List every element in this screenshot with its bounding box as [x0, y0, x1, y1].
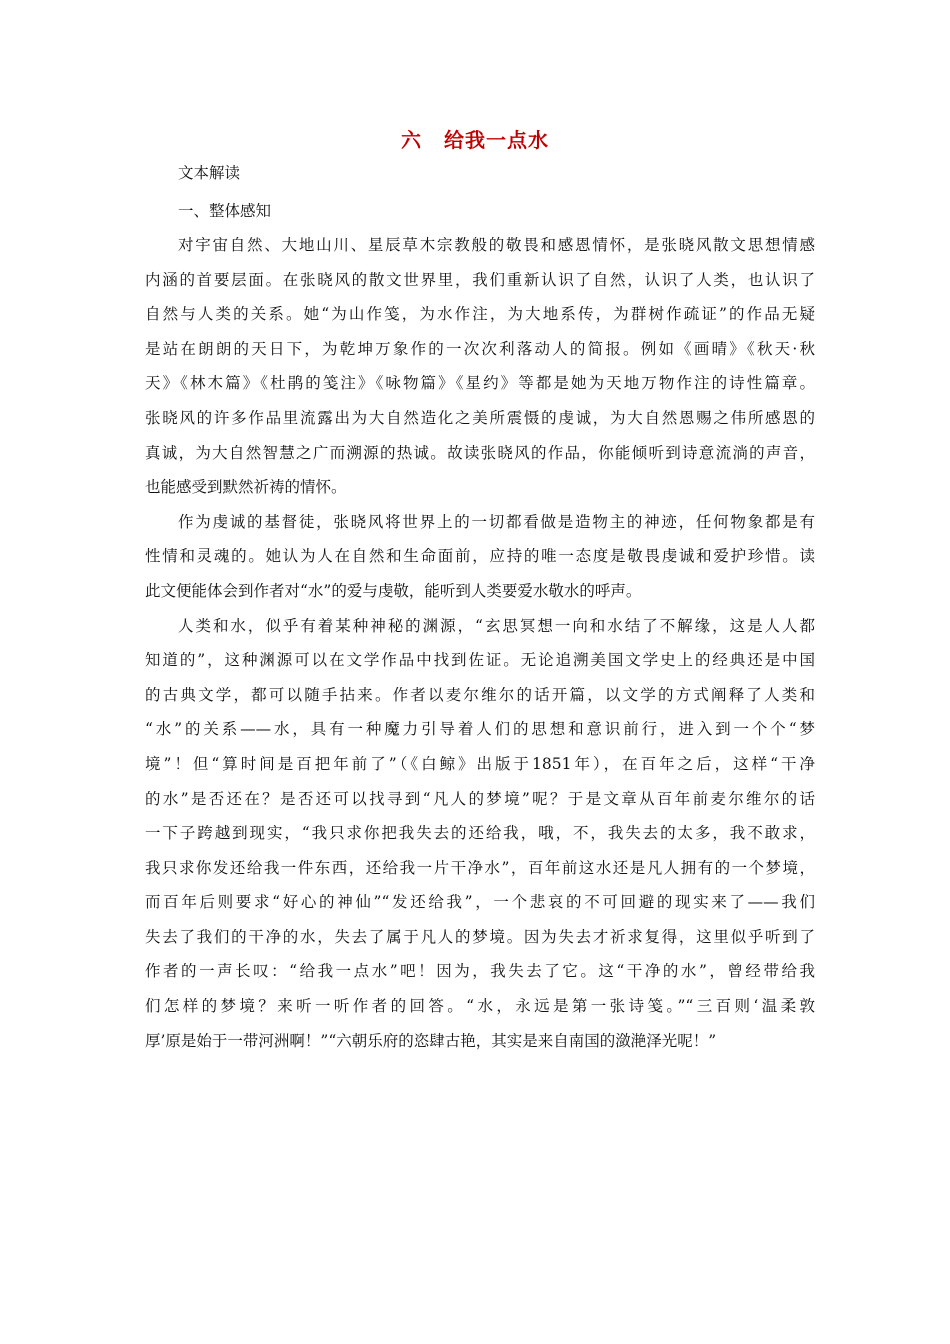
paragraph-line: 知道的”，这种渊源可以在文学作品中找到佐证。无论追溯美国文学史上的经典还是中国: [145, 651, 815, 670]
paragraph-line: 也能感受到默然祈祷的情怀。: [145, 478, 347, 497]
paragraph-line: 天》《林木篇》《杜鹃的笺注》《咏物篇》《星约》等都是她为天地万物作注的诗性篇章。: [145, 374, 815, 393]
paragraph-line: 的古典文学，都可以随手拈来。作者以麦尔维尔的话开篇，以文学的方式阐释了人类和: [145, 685, 815, 704]
paragraph: [145, 609, 815, 1059]
paragraph-line: 人类和水，似乎有着某种神秘的渊源，“玄思冥想一向和水结了不解缘，这是人人都: [178, 616, 815, 635]
title-text: 给我一点水: [444, 128, 549, 152]
paragraph-line: 厚’原是始于一带河洲啊！”“六朝乐府的恣肆古艳，其实是来自南国的潋滟泽光呢！”: [145, 1031, 717, 1050]
paragraph-line: 们怎样的梦境？来听一听作者的回答。“水，永远是第一张诗笺。”“三百则‘温柔敦: [145, 997, 815, 1016]
paragraph: [145, 228, 815, 505]
paragraph-line: 作为虔诚的基督徒，张晓风将世界上的一切都看做是造物主的神迹，任何物象都是有: [178, 512, 815, 531]
body-text: [145, 228, 815, 1058]
paragraph-line: 而百年后则要求“好心的神仙”“发还给我”，一个悲哀的不可回避的现实来了——我们: [145, 893, 815, 912]
paragraph-line: 是站在朗朗的天日下，为乾坤万象作的一次次利落动人的简报。例如《画晴》《秋天·秋: [145, 339, 815, 358]
paragraph-line: 的水”是否还在？是否还可以找寻到“凡人的梦境”呢？于是文章从百年前麦尔维尔的话: [145, 789, 815, 808]
paragraph-line: 此文便能体会到作者对“水”的爱与虔敬，能听到人类要爱水敬水的呼声。: [145, 581, 642, 600]
paragraph-line: 作者的一声长叹：“给我一点水”吧！因为，我失去了它。这“干净的水”，曾经带给我: [145, 962, 815, 981]
paragraph: [145, 505, 815, 609]
paragraph-line: 失去了我们的干净的水，失去了属于凡人的梦境。因为失去才祈求复得，这里似乎听到了: [145, 927, 815, 946]
paragraph-line: 自然与人类的关系。她“为山作笺，为水作注，为大地系传，为群树作疏证”的作品无疑: [145, 305, 815, 324]
paragraph-line: 境”！但“算时间是百把年前了”（《白鲸》出版于1851年），在百年之后，这样“干净: [145, 754, 815, 773]
subsection-heading: 一、整体感知: [178, 202, 272, 220]
paragraph-line: 性情和灵魂的。她认为人在自然和生命面前，应持的唯一态度是敬畏虔诚和爱护珍惜。读: [145, 547, 815, 566]
paragraph-line: 内涵的首要层面。在张晓风的散文世界里，我们重新认识了自然，认识了人类，也认识了: [145, 270, 815, 289]
title-number: 六: [401, 128, 422, 152]
paragraph-line: 对宇宙自然、大地山川、星辰草木宗教般的敬畏和感恩情怀，是张晓风散文思想情感: [178, 236, 815, 254]
paragraph-line: 真诚，为大自然智慧之广而溯源的热诚。故读张晓风的作品，你能倾听到诗意流淌的声音，: [145, 443, 815, 462]
paragraph-line: “水”的关系——水，具有一种魔力引导着人们的思想和意识前行，进入到一个个“梦: [145, 720, 815, 739]
paragraph-line: 我只求你发还给我一件东西，还给我一片干净水”，百年前这水还是凡人拥有的一个梦境，: [145, 858, 815, 877]
paragraph-line: 一下子跨越到现实，“我只求你把我失去的还给我，哦，不，我失去的太多，我不敢求，: [145, 824, 815, 843]
page-title: [0, 124, 950, 153]
section-heading: 文本解读: [178, 164, 241, 182]
paragraph-line: 张晓风的许多作品里流露出为大自然造化之美所震慑的虔诚，为大自然恩赐之伟所感恩的: [145, 408, 815, 427]
